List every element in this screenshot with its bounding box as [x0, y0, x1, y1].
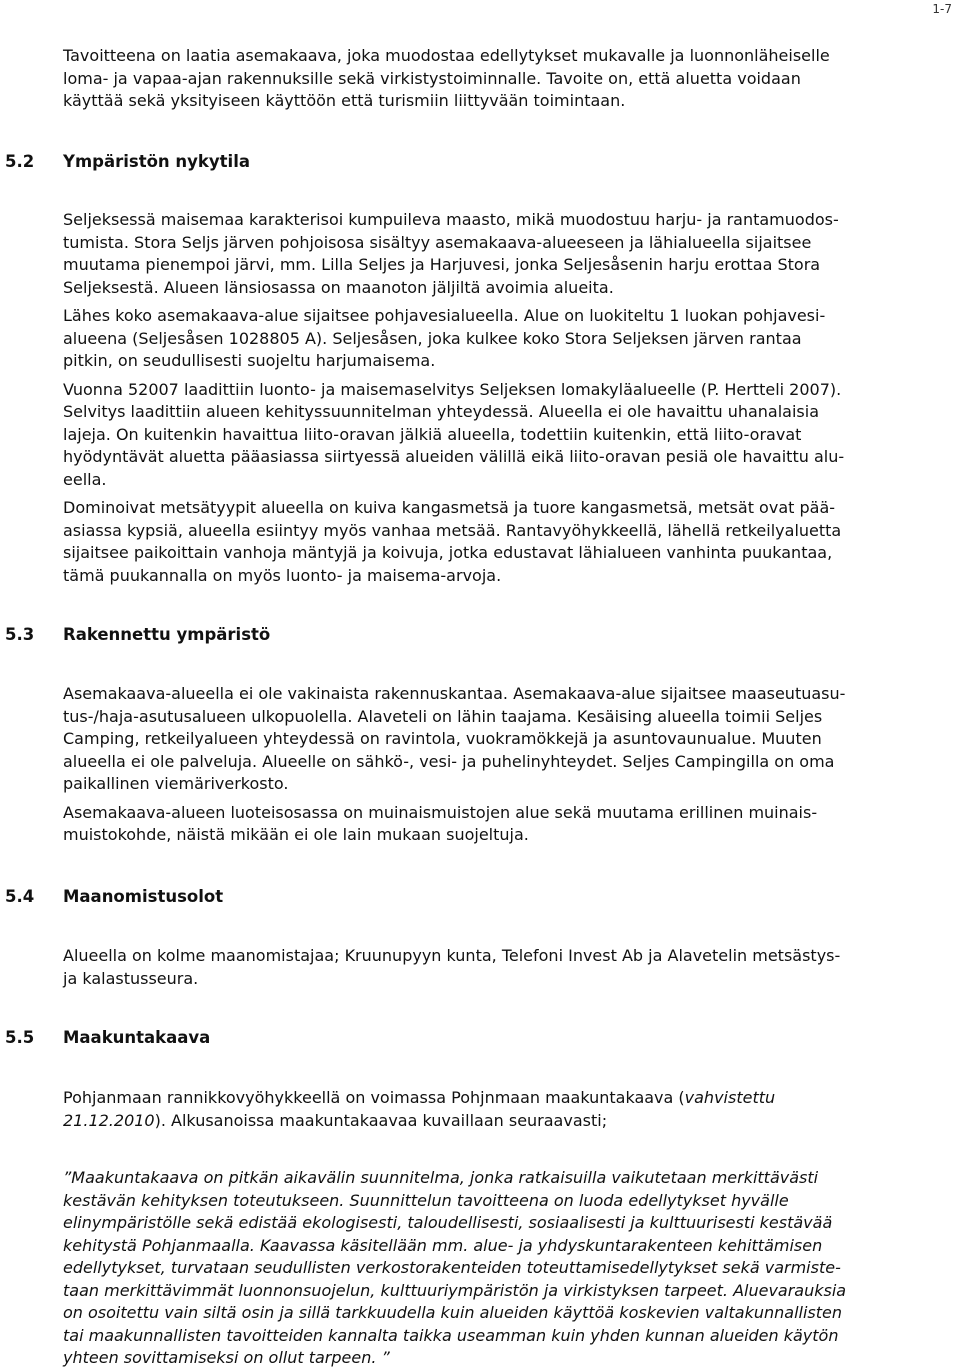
text-line: on osoitettu vain siltä osin ja sillä tarkkuudella kuin alueiden käyttöä koskevien valtakunnallisten	[63, 1303, 842, 1322]
section-body-5-3	[0, 683, 960, 847]
text-line: Seljeksessä maisemaa karakterisoi kumpuileva maasto, mikä muodostuu harju- ja rantamuodos-	[63, 210, 839, 229]
quote-paragraph	[0, 1167, 960, 1370]
paragraph	[0, 683, 960, 796]
text-line: Asemakaava-alueella ei ole vakinaista rakennuskantaa. Asemakaava-alue sijaitsee maaseutuasu-	[63, 684, 846, 703]
text-line: sijaitsee paikoittain vanhoja mäntyjä ja koivuja, jotka edustavat lähialueen vanhinta puukantaa,	[63, 543, 833, 562]
section-title: Maanomistusolot	[63, 887, 224, 906]
text-line: edellytykset, turvataan seudullisten verkostorakenteiden toteuttamisedellytykset sekä varmiste-	[63, 1258, 841, 1277]
text-line: elinympäristölle sekä edistää ekologisesti, taloudellisesti, sosiaalisesti ja kulttuurisesti kestävää	[63, 1213, 833, 1232]
text-line: tumista. Stora Seljs järven pohjoisosa sisältyy asemakaava-alueeseen ja lähialueella sijaitsee	[63, 232, 812, 252]
text-line: taan merkittävimmät luonnonsuojelun, kulttuuriympäristön ja virkistyksen tarpeet. Aluevarauksia	[63, 1280, 847, 1300]
section-title: Rakennettu ympäristö	[63, 625, 271, 644]
section-number: 5.4	[5, 887, 35, 906]
text-line: muutama pienempoi järvi, mm. Lilla Seljes ja Harjuvesi, jonka Seljesåsenin harju erottaa Stora	[63, 255, 821, 274]
section-title: Ympäristön nykytila	[63, 152, 250, 171]
paragraph	[0, 305, 960, 373]
section-number: 5.5	[5, 1028, 35, 1047]
text-line: ja kalastusseura.	[63, 968, 199, 988]
section-body-5-5	[0, 1087, 960, 1132]
text-line: pitkin, on seudullisesti suojeltu harjumaisema.	[63, 351, 436, 370]
text-line: Alueella on kolme maanomistajaa; Kruunupyyn kunta, Telefoni Invest Ab ja Alavetelin metsästys-	[63, 946, 841, 965]
text-line: Dominoivat metsätyypit alueella on kuiva kangasmetsä ja tuore kangasmetsä, metsät ovat pää-	[63, 498, 836, 517]
text-line: hyödyntävät aluetta pääasiassa siirtyessä alueiden välillä eikä liito-oravan pesiä ole havaittu alu-	[63, 447, 845, 466]
paragraph	[0, 1087, 960, 1132]
text-line: loma- ja vapaa-ajan rakennuksille sekä virkistystoiminnalle. Tavoite on, että aluetta voidaan	[63, 68, 801, 88]
text-line: yhteen sovittamiseksi on ollut tarpeen. ”	[63, 1348, 390, 1367]
page-number: 1-7	[932, 2, 952, 16]
text-line: alueella ei ole palveluja. Alueelle on sähkö-, vesi- ja puhelinyhteydet. Seljes Campingilla on oma	[63, 751, 835, 771]
quote-block	[0, 1167, 960, 1370]
text-line: kestävän kehityksen toteutukseen. Suunnittelun tavoitteena on luoda edellytykset hyvälle	[63, 1190, 789, 1210]
text-line: Vuonna 52007 laadittiin luonto- ja maisemaselvitys Seljeksen lomakyläalueelle (P. Hertteli 2007).	[63, 379, 842, 399]
text-line: Seljeksestä. Alueen länsiosassa on maanoton jäljiltä avoimia alueita.	[63, 277, 614, 297]
paragraph	[0, 802, 960, 847]
text-line: Pohjanmaan rannikkovyöhykkeellä on voimassa Pohjnmaan maakuntakaava (	[63, 1088, 685, 1107]
section-number: 5.2	[5, 152, 35, 171]
text-line: lajeja. On kuitenkin havaittua liito-oravan jälkiä alueella, todettiin kuitenkin, että liito-oravat	[63, 424, 802, 444]
paragraph	[0, 209, 960, 299]
text-line: asiassa kypsiä, alueella esiintyy myös vanhaa metsää. Rantavyöhykkeellä, lähellä retkeilyaluetta	[63, 520, 842, 540]
section-body-5-4	[0, 945, 960, 990]
text-line: Lähes koko asemakaava-alue sijaitsee pohjavesialueella. Alue on luokiteltu 1 luokan pohjavesi-	[63, 306, 826, 325]
text-line: Asemakaava-alueen luoteisosassa on muinaismuistojen alue sekä muutama erillinen muinais-	[63, 802, 818, 822]
section-number: 5.3	[5, 625, 35, 644]
text-line: alueena (Seljesåsen 1028805 A). Seljesåsen, joka kulkee koko Stora Seljeksen järven rantaa	[63, 328, 802, 348]
intro-paragraph	[0, 45, 960, 113]
text-line: muistokohde, näistä mikään ei ole lain mukaan suojeltuja.	[63, 825, 529, 844]
text-line: ). Alkusanoissa maakuntakaavaa kuvaillaan seuraavasti;	[154, 1110, 608, 1130]
text-line: ”Maakuntakaava on pitkän aikavälin suunnitelma, jonka ratkaisuilla vaikutetaan merkittävästi	[63, 1168, 819, 1187]
text-line: tai maakunnallisten tavoitteiden kannalta taikka useamman kuin yhden kunnan alueiden käytön	[63, 1325, 839, 1345]
paragraph	[0, 945, 960, 990]
paragraph	[0, 497, 960, 587]
italic-date: 21.12.2010	[63, 1110, 155, 1130]
text-line: käyttää sekä yksityiseen käyttöön että turismiin liittyvään toimintaan.	[63, 91, 626, 110]
section-title: Maakuntakaava	[63, 1028, 211, 1047]
text-line: eella.	[63, 469, 107, 489]
text-line: tämä puukannalla on myös luonto- ja maisema-arvoja.	[63, 565, 502, 585]
text-line: tus-/haja-asutusalueen ulkopuolella. Alaveteli on lähin taajama. Kesäising alueella toimii Seljes	[63, 706, 823, 726]
text-line: Camping, retkeilyalueen yhteydessä on ravintola, vuokramökkejä ja asuntovaunualue. Muuten	[63, 729, 822, 748]
text-line: Tavoitteena on laatia asemakaava, joka muodostaa edellytykset mukavalle ja luonnonläheiselle	[63, 46, 830, 65]
paragraph	[0, 379, 960, 492]
text-line: kehitystä Pohjanmaalla. Kaavassa käsitellään mm. alue- ja yhdyskuntarakenteen kehittämisen	[63, 1235, 823, 1255]
italic-date-label: vahvistettu	[684, 1088, 776, 1107]
section-body-5-2	[0, 209, 960, 587]
text-line: paikallinen viemäriverkosto.	[63, 774, 289, 793]
text-line: Selvitys laadittiin alueen kehityssuunnitelman yhteydessä. Alueella ei ole havaittu uhanalaisia	[63, 402, 820, 421]
